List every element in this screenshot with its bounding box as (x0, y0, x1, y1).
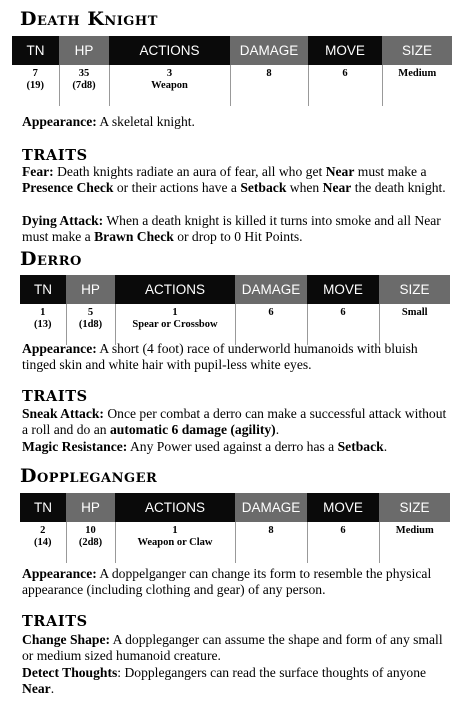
header-move: MOVE (307, 275, 379, 304)
stat-table (12, 36, 452, 106)
size-cell: Medium (398, 68, 437, 79)
header-size: SIZE (379, 493, 450, 522)
keyword-presence-check: Presence Check (22, 180, 114, 195)
tn-sub: (14) (34, 537, 52, 548)
appearance-text: A doppelganger can change its form to resemble the physical appearance (including clothing and gear) of any person. (22, 566, 432, 597)
stat-value-row (20, 304, 450, 345)
trait-label: Sneak Attack: (22, 406, 104, 421)
actions-weapon: Weapon (151, 80, 188, 91)
stat-table (20, 275, 450, 345)
tn-sub: (19) (26, 80, 44, 91)
move-cell: 6 (308, 65, 382, 106)
header-size: SIZE (379, 275, 450, 304)
hp-cell (66, 522, 115, 563)
stat-value-row (12, 65, 452, 106)
actions-weapon: Weapon or Claw (137, 537, 213, 548)
damage-cell: 6 (235, 304, 307, 345)
header-move: MOVE (308, 36, 382, 65)
trait-text: : Dopplegangers can read the surface thoughts of anyone (117, 665, 427, 680)
trait-label: Magic Resistance: (22, 439, 128, 454)
tn-value: 2 (40, 525, 46, 536)
trait-text: Once per combat a derro can make a successful attack without a roll and do an (22, 406, 447, 437)
stat-value-row (20, 522, 450, 563)
appearance-text: A skeletal knight. (96, 114, 195, 129)
damage-cell: 8 (235, 522, 307, 563)
appearance-paragraph (22, 341, 450, 373)
trait-text: . (383, 439, 388, 454)
trait-paragraph (22, 406, 450, 438)
keyword-near: Near (325, 164, 355, 179)
header-hp: HP (66, 493, 115, 522)
keyword-near: Near (322, 180, 352, 195)
damage-cell: 8 (230, 65, 308, 106)
header-actions: ACTIONS (115, 493, 235, 522)
hp-value: 10 (85, 525, 96, 536)
hp-dice: (1d8) (78, 319, 103, 330)
actions-value: 1 (172, 307, 178, 318)
appearance-label: Appearance: (22, 114, 97, 129)
trait-label: Fear: (22, 164, 54, 179)
actions-cell (115, 304, 235, 345)
appearance-paragraph (22, 114, 450, 130)
trait-text: A doppleganger can assume the shape and form of any small or medium sized humanoid creature. (22, 632, 443, 663)
actions-weapon: Spear or Crossbow (132, 319, 218, 330)
tn-cell (20, 304, 66, 345)
header-actions: ACTIONS (115, 275, 235, 304)
trait-paragraph (22, 439, 450, 455)
actions-value: 3 (166, 68, 173, 79)
hp-dice: (2d8) (78, 537, 103, 548)
traits-heading: TRAITS (22, 613, 88, 630)
actions-cell (115, 522, 235, 563)
appearance-label: Appearance: (22, 341, 97, 356)
header-actions: ACTIONS (109, 36, 230, 65)
hp-cell (66, 304, 115, 345)
traits-heading: TRAITS (22, 147, 88, 164)
stat-header-row (20, 493, 450, 522)
tn-value: 7 (32, 68, 38, 79)
appearance-paragraph (22, 566, 450, 598)
header-tn: TN (20, 275, 66, 304)
keyword-automatic-damage: automatic 6 damage (agility) (109, 422, 276, 437)
trait-text: Any Power used against a derro has a (127, 439, 338, 454)
actions-value: 1 (172, 525, 178, 536)
keyword-setback: Setback (337, 439, 384, 454)
trait-paragraph (22, 632, 450, 664)
hp-dice: (7d8) (72, 80, 96, 91)
trait-label: Change Shape: (22, 632, 111, 647)
appearance-text: A short (4 foot) race of underworld humanoids with bluish tinged skin and white hair with pupil-less white eyes. (22, 341, 418, 372)
stat-table (20, 493, 450, 563)
tn-value: 1 (40, 307, 46, 318)
keyword-near: Near (22, 681, 51, 696)
header-size: SIZE (382, 36, 452, 65)
trait-text: Death knights radiate an aura of fear, all who get (53, 164, 326, 179)
header-damage: DAMAGE (235, 493, 307, 522)
size-cell: Small (401, 307, 428, 318)
keyword-brawn-check: Brawn Check (94, 229, 174, 244)
trait-text: . (275, 422, 280, 437)
header-tn: TN (20, 493, 66, 522)
monster-title: Death Knight (20, 8, 158, 30)
header-tn: TN (12, 36, 59, 65)
traits-heading: TRAITS (22, 388, 88, 405)
trait-label: Detect Thoughts (22, 665, 118, 680)
trait-text: the death knight. (351, 180, 446, 195)
trait-text: must make a (354, 164, 427, 179)
stat-header-row (20, 275, 450, 304)
actions-cell (109, 65, 230, 106)
header-move: MOVE (307, 493, 379, 522)
tn-sub: (13) (34, 319, 52, 330)
header-damage: DAMAGE (230, 36, 308, 65)
stat-header-row (12, 36, 452, 65)
monster-title: Derro (20, 248, 82, 270)
move-cell: 6 (307, 522, 379, 563)
hp-value: 35 (78, 68, 90, 79)
monster-title: Doppleganger (20, 465, 158, 487)
trait-paragraph (22, 213, 450, 245)
move-cell: 6 (307, 304, 379, 345)
header-damage: DAMAGE (235, 275, 307, 304)
tn-cell (20, 522, 66, 563)
header-hp: HP (66, 275, 115, 304)
trait-text: When a death knight is killed it turns into smoke and all Near must make a (22, 213, 441, 244)
trait-paragraph (22, 164, 450, 196)
appearance-label: Appearance: (22, 566, 97, 581)
trait-text: or drop to 0 Hit Points. (173, 229, 303, 244)
trait-text: . (50, 681, 55, 696)
size-cell: Medium (395, 525, 434, 536)
hp-value: 5 (87, 307, 94, 318)
keyword-setback: Setback (240, 180, 287, 195)
trait-paragraph (22, 665, 450, 697)
trait-text: or their actions have a (113, 180, 241, 195)
tn-cell (12, 65, 59, 106)
header-hp: HP (59, 36, 109, 65)
hp-cell (59, 65, 109, 106)
trait-text: when (286, 180, 323, 195)
trait-label: Dying Attack: (22, 213, 104, 228)
